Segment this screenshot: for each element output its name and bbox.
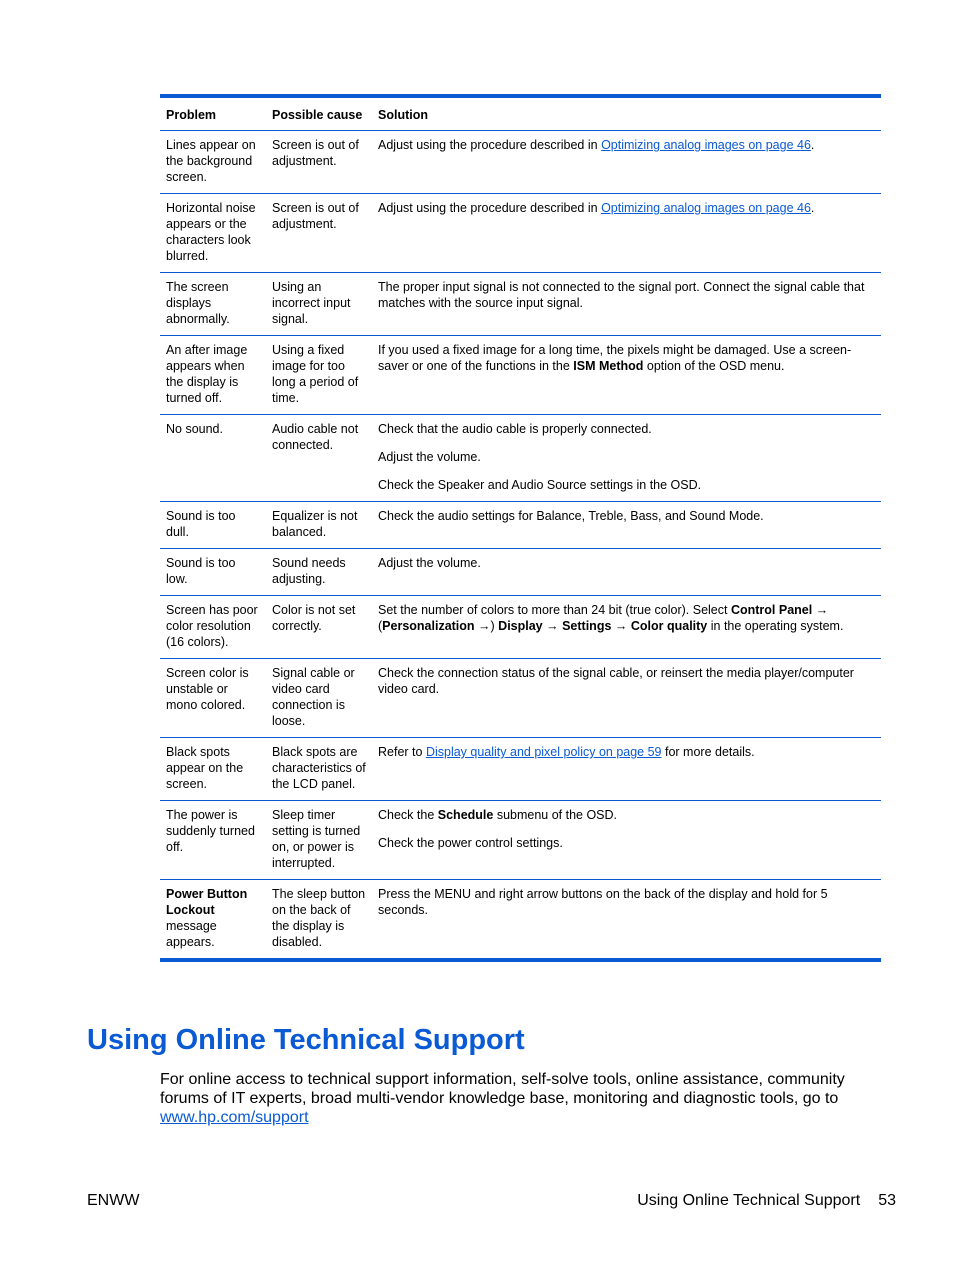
cell-possible-cause: Equalizer is not balanced. <box>266 502 372 549</box>
cell-possible-cause: Sleep timer setting is turned on, or power is interrupted. <box>266 801 372 880</box>
text-run: → <box>542 619 563 633</box>
solution-paragraph <box>378 807 875 823</box>
cell-solution <box>372 502 881 549</box>
table-row <box>160 336 881 415</box>
table-row <box>160 549 881 596</box>
table-row <box>160 880 881 961</box>
cell-problem: Screen color is unstable or mono colored. <box>160 659 266 738</box>
section-body <box>160 1070 860 1127</box>
table-row <box>160 801 881 880</box>
text-run: for more details. <box>661 745 755 759</box>
cell-problem: Sound is too low. <box>160 549 266 596</box>
table-row <box>160 194 881 273</box>
header-solution: Solution <box>372 96 881 131</box>
text-run: option of the OSD menu. <box>643 359 785 373</box>
text-run: message appears. <box>166 919 217 949</box>
table-row <box>160 273 881 336</box>
text-run: submenu of the OSD. <box>493 808 618 822</box>
bold-text: Settings <box>562 619 612 633</box>
table-row <box>160 131 881 194</box>
cell-possible-cause: Using an incorrect input signal. <box>266 273 372 336</box>
bold-text: Schedule <box>437 808 494 822</box>
cell-problem: Screen has poor color resolution (16 colors). <box>160 596 266 659</box>
text-run: → <box>611 619 631 633</box>
text-run: Check the <box>378 808 438 822</box>
header-possible-cause: Possible cause <box>266 96 372 131</box>
text-run: Check the power control settings. <box>378 836 563 850</box>
text-run: . <box>810 201 815 215</box>
cell-problem: No sound. <box>160 415 266 502</box>
footer-page-number: 53 <box>878 1192 896 1209</box>
cell-solution <box>372 273 881 336</box>
troubleshooting-table <box>160 94 881 962</box>
table-row <box>160 738 881 801</box>
cell-possible-cause: Color is not set correctly. <box>266 596 372 659</box>
text-run: Set the number of colors to more than 24 bit (true color). Select <box>378 603 731 617</box>
text-run: Adjust the volume. <box>378 556 481 570</box>
bold-text: Color quality <box>630 619 708 633</box>
cell-possible-cause: Sound needs adjusting. <box>266 549 372 596</box>
support-link[interactable]: www.hp.com/support <box>160 1109 309 1126</box>
cell-possible-cause: Signal cable or video card connection is loose. <box>266 659 372 738</box>
bold-text: Control Panel <box>730 603 813 617</box>
cell-solution <box>372 131 881 194</box>
text-run: Check the audio settings for Balance, Treble, Bass, and Sound Mode. <box>378 509 764 523</box>
text-run: Check the connection status of the signal cable, or reinsert the media player/computer video card. <box>378 666 854 696</box>
bold-text: Personalization <box>382 619 475 633</box>
footer-enww: ENWW <box>87 1192 140 1209</box>
cross-reference-link[interactable]: Optimizing analog images on page 46 <box>601 201 811 215</box>
cell-possible-cause: Black spots are characteristics of the LCD panel. <box>266 738 372 801</box>
cell-problem <box>160 880 266 961</box>
text-run: in the operating system. <box>707 619 844 633</box>
cell-possible-cause: Using a fixed image for too long a period of time. <box>266 336 372 415</box>
bold-text: ISM Method <box>573 359 644 373</box>
bold-text: Power Button Lockout <box>166 887 248 917</box>
cell-solution <box>372 549 881 596</box>
text-run: Adjust using the procedure described in <box>378 138 602 152</box>
cell-solution <box>372 801 881 880</box>
cell-problem: The screen displays abnormally. <box>160 273 266 336</box>
cell-solution <box>372 738 881 801</box>
text-run: →) <box>474 619 499 633</box>
text-run: Adjust using the procedure described in <box>378 201 602 215</box>
cell-solution <box>372 659 881 738</box>
cell-solution <box>372 596 881 659</box>
table-row <box>160 596 881 659</box>
footer-chapter: Using Online Technical Support <box>637 1192 861 1209</box>
footer-right <box>637 1192 896 1210</box>
cell-solution <box>372 880 881 961</box>
solution-paragraph <box>378 835 875 851</box>
cell-possible-cause: Audio cable not connected. <box>266 415 372 502</box>
solution-paragraph: Check that the audio cable is properly connected. <box>378 422 652 436</box>
text-run: The proper input signal is not connected to the signal port. Connect the signal cable that matches with the source input signal. <box>378 280 865 310</box>
text-run: Press the MENU and right arrow buttons on the back of the display and hold for 5 seconds. <box>378 887 828 917</box>
section-body-text: For online access to technical support information, self-solve tools, online assistance, community forums of IT experts, broad multi-vendor knowledge base, monitoring and diagnostic tools, go to <box>160 1071 845 1107</box>
cell-solution <box>372 415 881 502</box>
cell-problem: Lines appear on the background screen. <box>160 131 266 194</box>
table-row <box>160 659 881 738</box>
cell-solution <box>372 336 881 415</box>
cell-problem: Sound is too dull. <box>160 502 266 549</box>
cell-problem: The power is suddenly turned off. <box>160 801 266 880</box>
text-run: Refer to <box>378 745 426 759</box>
solution-paragraph: Adjust the volume. <box>378 450 481 464</box>
header-problem: Problem <box>160 96 266 131</box>
cell-solution <box>372 194 881 273</box>
text-run: → ( <box>378 603 829 633</box>
table-row <box>160 502 881 549</box>
cell-problem: Horizontal noise appears or the characters look blurred. <box>160 194 266 273</box>
cell-possible-cause: The sleep button on the back of the display is disabled. <box>266 880 372 961</box>
table-row <box>160 415 881 502</box>
bold-text: Display <box>498 619 543 633</box>
cell-problem: An after image appears when the display is turned off. <box>160 336 266 415</box>
section-title: Using Online Technical Support <box>87 1024 525 1056</box>
table-header-row <box>160 96 881 131</box>
text-run: . <box>810 138 815 152</box>
cell-possible-cause: Screen is out of adjustment. <box>266 194 372 273</box>
solution-paragraph: Check the Speaker and Audio Source settings in the OSD. <box>378 478 702 492</box>
text-run: If you used a fixed image for a long time, the pixels might be damaged. Use a screen-saver or one of the functions in the <box>378 343 852 373</box>
cross-reference-link[interactable]: Optimizing analog images on page 46 <box>601 138 811 152</box>
cell-problem: Black spots appear on the screen. <box>160 738 266 801</box>
cell-possible-cause: Screen is out of adjustment. <box>266 131 372 194</box>
cross-reference-link[interactable]: Display quality and pixel policy on page 59 <box>425 745 662 759</box>
table-body <box>160 131 881 961</box>
